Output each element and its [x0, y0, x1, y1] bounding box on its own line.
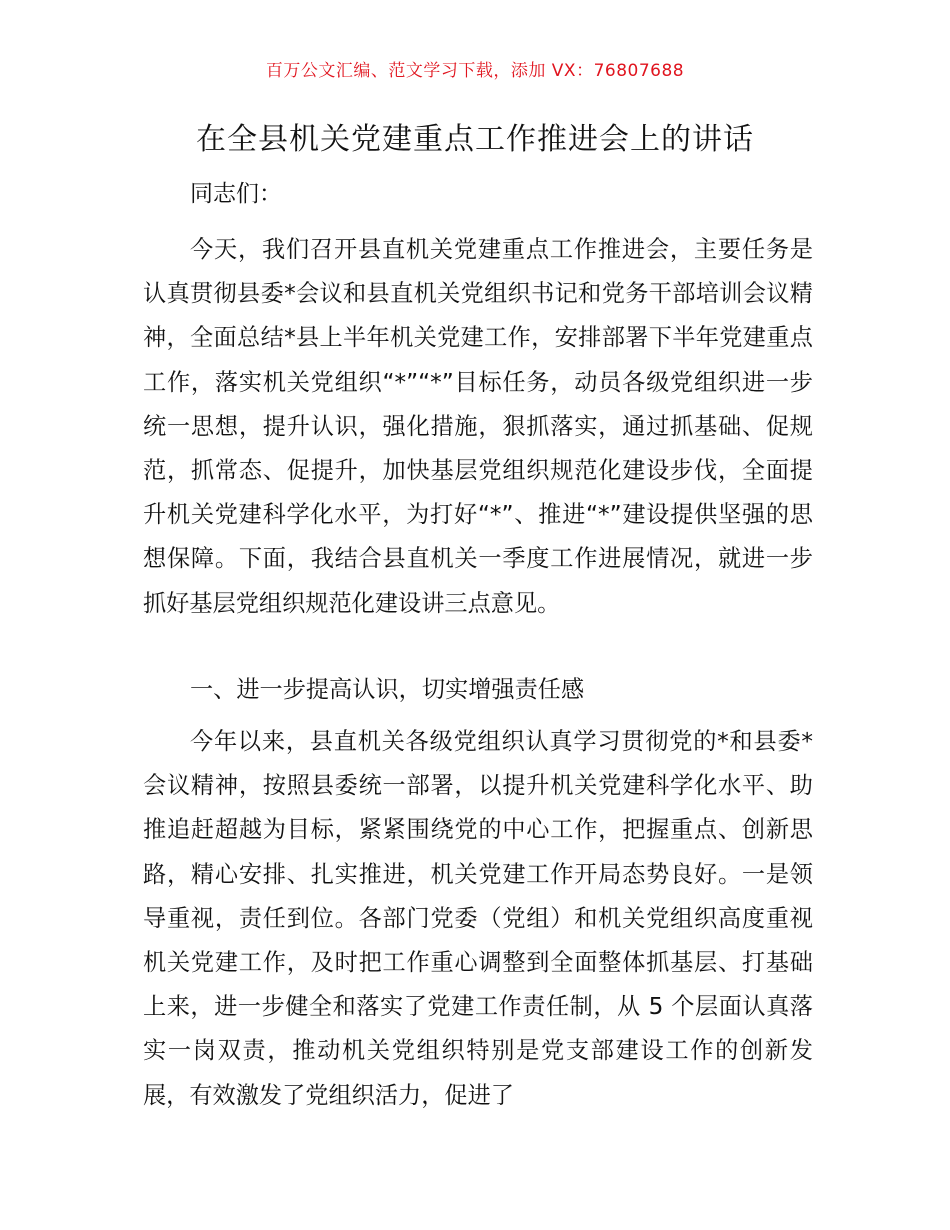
salutation: 同志们： [190, 181, 282, 207]
section-heading-1: 一、进一步提高认识，切实增强责任感 [190, 676, 585, 703]
paragraph-intro: 今天，我们召开县直机关党建重点工作推进会，主要任务是认真贯彻县委*会议和县直机关党组织书记和党务干部培训会议精神，全面总结*县上半年机关党建工作，安排部署下半年党建重点工作，落实机关党组织“*”“*”目标任务，动员各级党组织进一步统一思想，提升认识，强化措施，狠抓落实，通过抓基础、促规范，抓常态、促提升，加快基层党组织规范化建设步伐，全面提升机关党建科学化水平，为打好“*”、推进“*”建设提供坚强的思想保障。下面，我结合县直机关一季度工作进展情况，就进一步抓好基层党组织规范化建设讲三点意见。 [143, 236, 813, 617]
page-title: 在全县机关党建重点工作推进会上的讲话 [196, 122, 754, 157]
paragraph-section-1: 今年以来，县直机关各级党组织认真学习贯彻党的*和县委*会议精神，按照县委统一部署，以提升机关党建科学化水平、助推追赶超越为目标，紧紧围绕党的中心工作，把握重点、创新思路，精心安排、扎实推进，机关党建工作开局态势良好。一是领导重视，责任到位。各部门党委（党组）和机关党组织高度重视机关党建工作，及时把工作重心调整到全面整体抓基层、打基础上来，进一步健全和落实了党建工作责任制，从 5 个层面认真落实一岗双责，推动机关党组织特别是党支部建设工作的创新发展，有效激发了党组织活力，促进了 [143, 728, 813, 1109]
header-watermark-note: 百万公文汇编、范文学习下载，添加 VX：76807688 [265, 61, 685, 81]
